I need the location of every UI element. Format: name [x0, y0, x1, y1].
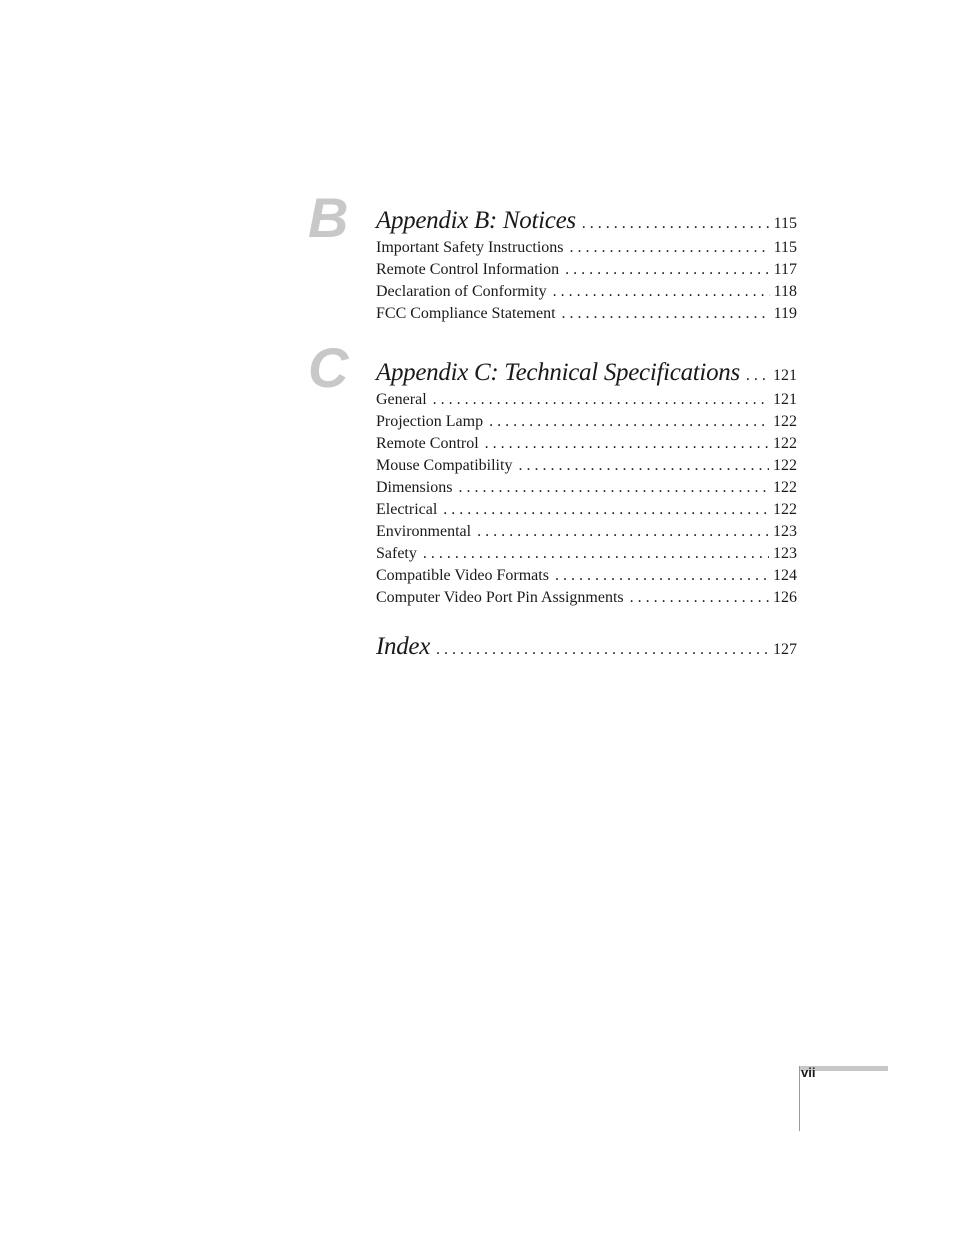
- toc-entry-page: 122: [773, 435, 797, 452]
- dot-leader: [556, 303, 770, 325]
- toc-entry[interactable]: [376, 477, 797, 499]
- toc-heading-title: Appendix C: Technical Specifications: [376, 359, 740, 386]
- toc-entry[interactable]: [376, 433, 797, 455]
- toc-entry-page: 123: [773, 523, 797, 540]
- toc-entry-label: Projection Lamp: [376, 413, 484, 430]
- toc-entry[interactable]: [376, 565, 797, 587]
- dot-leader: [512, 455, 769, 477]
- toc-entry-page: 123: [773, 545, 797, 562]
- toc-entry-label: Computer Video Port Pin Assignments: [376, 589, 624, 606]
- toc-entry-page: 115: [773, 239, 797, 256]
- toc-heading-page: 121: [773, 367, 797, 384]
- toc-entry[interactable]: [376, 521, 797, 543]
- toc-heading-page: 115: [773, 215, 797, 232]
- toc-entry-page: 118: [773, 283, 797, 300]
- dot-leader: [471, 521, 769, 543]
- dot-leader: [452, 477, 769, 499]
- dot-leader: [576, 215, 770, 233]
- section-letter-c: C: [308, 336, 349, 399]
- dot-leader: [483, 411, 769, 433]
- dot-leader: [624, 587, 769, 609]
- dot-leader: [437, 499, 769, 521]
- toc-entry[interactable]: [376, 543, 797, 565]
- toc-entry[interactable]: [376, 303, 797, 325]
- toc-entry-label: Mouse Compatibility: [376, 457, 513, 474]
- toc-entry[interactable]: [376, 281, 797, 303]
- toc-heading-title: Appendix B: Notices: [376, 207, 576, 234]
- toc-heading-index[interactable]: [376, 633, 797, 661]
- toc-entry[interactable]: [376, 237, 797, 259]
- toc-entry[interactable]: [376, 389, 797, 411]
- dot-leader: [417, 543, 769, 565]
- dot-leader: [479, 433, 769, 455]
- toc-entry-label: Declaration of Conformity: [376, 283, 547, 300]
- toc-section-appendix-c: [376, 359, 797, 609]
- toc-entry-page: 126: [773, 589, 797, 606]
- toc-entry[interactable]: [376, 259, 797, 281]
- toc-entry-page: 121: [773, 391, 797, 408]
- toc-entry-page: 119: [773, 305, 797, 322]
- dot-leader: [740, 367, 769, 385]
- toc-entry-page: 122: [773, 479, 797, 496]
- toc-entry[interactable]: [376, 587, 797, 609]
- toc-entry-label: Electrical: [376, 501, 438, 518]
- toc-entry-label: FCC Compliance Statement: [376, 305, 556, 322]
- toc-entry-label: General: [376, 391, 427, 408]
- toc-entry-page: 122: [773, 413, 797, 430]
- toc-entry-label: Compatible Video Formats: [376, 567, 549, 584]
- toc-section-appendix-b: [376, 207, 797, 325]
- page-number: vii: [801, 1065, 816, 1080]
- toc-entry-page: 122: [773, 501, 797, 518]
- dot-leader: [564, 237, 770, 259]
- toc-heading-page: 127: [773, 641, 797, 658]
- toc-entry-label: Environmental: [376, 523, 472, 540]
- toc-entry-page: 117: [773, 261, 797, 278]
- dot-leader: [430, 641, 769, 659]
- toc-heading-title: Index: [376, 633, 431, 660]
- dot-leader: [549, 565, 769, 587]
- toc-entry-label: Dimensions: [376, 479, 453, 496]
- toc-entry[interactable]: [376, 411, 797, 433]
- toc-section-index: [376, 633, 797, 663]
- dot-leader: [559, 259, 770, 281]
- toc-entry[interactable]: [376, 455, 797, 477]
- toc-heading-appendix-c[interactable]: [376, 359, 797, 387]
- toc-entry-label: Remote Control Information: [376, 261, 560, 278]
- toc-entry-label: Important Safety Instructions: [376, 239, 564, 256]
- dot-leader: [427, 389, 769, 411]
- dot-leader: [547, 281, 770, 303]
- toc-heading-appendix-b[interactable]: [376, 207, 797, 235]
- toc-entry[interactable]: [376, 499, 797, 521]
- toc-entry-label: Remote Control: [376, 435, 479, 452]
- toc-entry-page: 122: [773, 457, 797, 474]
- toc-entry-label: Safety: [376, 545, 417, 562]
- toc-entry-page: 124: [773, 567, 797, 584]
- footer-rule: [799, 1066, 800, 1131]
- section-letter-b: B: [308, 186, 349, 249]
